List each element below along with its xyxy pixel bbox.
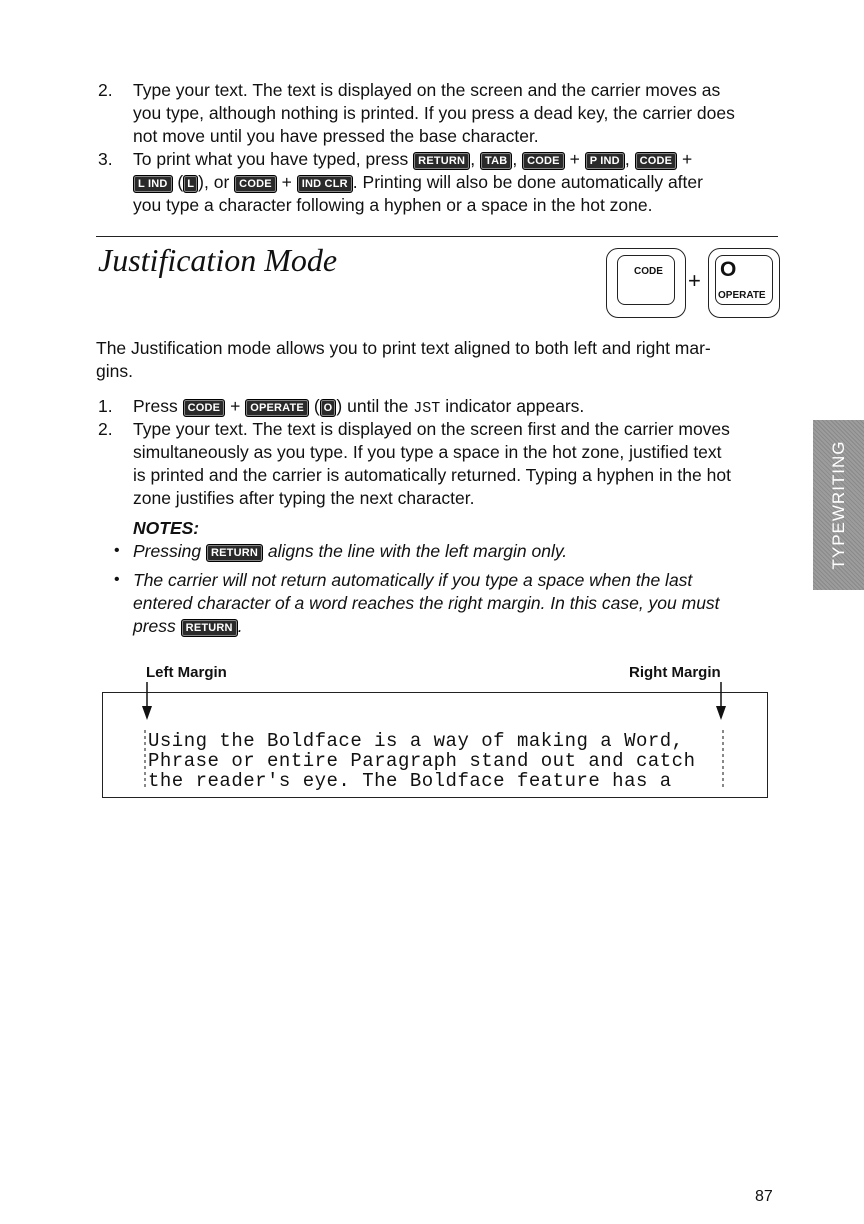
item-number: 2. (98, 80, 113, 100)
side-tab-label: TYPEWRITING (828, 440, 848, 570)
left-margin-label: Left Margin (146, 664, 227, 681)
item3-line-3: you type a character following a hyphen or a space in the hot zone. (133, 195, 653, 215)
comma: , (470, 149, 476, 169)
o-key-label: O (720, 258, 737, 281)
comma: , (203, 172, 209, 192)
item3-text: To print what you have typed, press (133, 149, 409, 169)
step2-line-3: is printed and the carrier is automatically returned. Typing a hyphen in the hot (133, 465, 731, 485)
or-text: or (213, 172, 230, 192)
operate-key-label: OPERATE (718, 290, 766, 301)
period: . (352, 172, 358, 192)
period: . (237, 616, 243, 636)
plus-sign: + (281, 172, 292, 192)
step2-line-4: zone justifies after typing the next character. (133, 488, 475, 508)
left-margin-arrowhead (142, 706, 152, 720)
page-number: 87 (755, 1188, 773, 1205)
intro-line-1: The Justification mode allows you to print text aligned to both left and right mar- (96, 338, 711, 358)
plus-sign: + (230, 396, 241, 416)
note2-line-1: The carrier will not return automatically if you type a space when the last (133, 570, 693, 590)
jst-indicator: JST (413, 400, 441, 417)
item2-line-2: you type, although nothing is printed. If you press a dead key, the carrier does (133, 103, 735, 123)
return-key-icon: RETURN (181, 619, 238, 637)
paren: ) (336, 396, 343, 416)
section-title: Justification Mode (98, 242, 338, 278)
right-margin-arrowhead (716, 706, 726, 720)
sample-line-3: the reader's eye. The Boldface feature has a (148, 770, 672, 792)
bullet-icon: • (114, 571, 120, 588)
plus-sign: + (688, 268, 701, 293)
tab-key-icon: TAB (480, 152, 512, 170)
step1-text: Press (133, 396, 178, 416)
note1-text: Pressing (133, 541, 202, 561)
note1-text: aligns the line with the left margin only. (267, 541, 568, 561)
code-key-icon: CODE (635, 152, 678, 170)
code-key-icon: CODE (183, 399, 226, 417)
ind-clr-key-icon: IND CLR (297, 175, 353, 193)
bullet-icon: • (114, 542, 120, 559)
sample-line-2: Phrase or entire Paragraph stand out and catch (148, 750, 696, 772)
code-key-label: CODE (634, 266, 663, 277)
intro-line-2: gins. (96, 361, 133, 381)
item2-line-1: Type your text. The text is displayed on the screen and the carrier moves as (133, 80, 721, 100)
l-ind-key-icon: L IND (133, 175, 173, 193)
paren: ( (177, 172, 184, 192)
paren: ( (313, 396, 320, 416)
note2-text: press (133, 616, 176, 636)
operate-key-icon: OPERATE (245, 399, 309, 417)
step-number: 2. (98, 419, 113, 439)
notes-heading: NOTES: (133, 518, 200, 538)
code-key-icon: CODE (522, 152, 565, 170)
step2-line-2: simultaneously as you type. If you type a space in the hot zone, justified text (133, 442, 722, 462)
note2-line-2: entered character of a word reaches the right margin. In this case, you must (133, 593, 720, 613)
comma: , (512, 149, 518, 169)
item3-text: Printing will also be done automatically after (362, 172, 703, 192)
plus-sign: + (682, 149, 693, 169)
return-key-icon: RETURN (413, 152, 470, 170)
o-key-icon: O (320, 399, 337, 417)
right-margin-label: Right Margin (629, 664, 721, 681)
typewriting-side-tab (813, 420, 864, 590)
plus-sign: + (569, 149, 580, 169)
step2-line-1: Type your text. The text is displayed on the screen first and the carrier moves (133, 419, 730, 439)
step-number: 1. (98, 396, 113, 416)
code-key-icon: CODE (234, 175, 277, 193)
return-key-icon: RETURN (206, 544, 263, 562)
item2-line-3: not move until you have pressed the base character. (133, 126, 539, 146)
sample-line-1: Using the Boldface is a way of making a Word, (148, 730, 684, 752)
paren: ) (198, 172, 204, 192)
l-key-icon: L (183, 175, 198, 193)
step1-text: indicator appears. (445, 396, 585, 416)
comma: , (624, 149, 630, 169)
p-ind-key-icon: P IND (585, 152, 625, 170)
step1-text: until the (347, 396, 409, 416)
item-number: 3. (98, 149, 113, 169)
